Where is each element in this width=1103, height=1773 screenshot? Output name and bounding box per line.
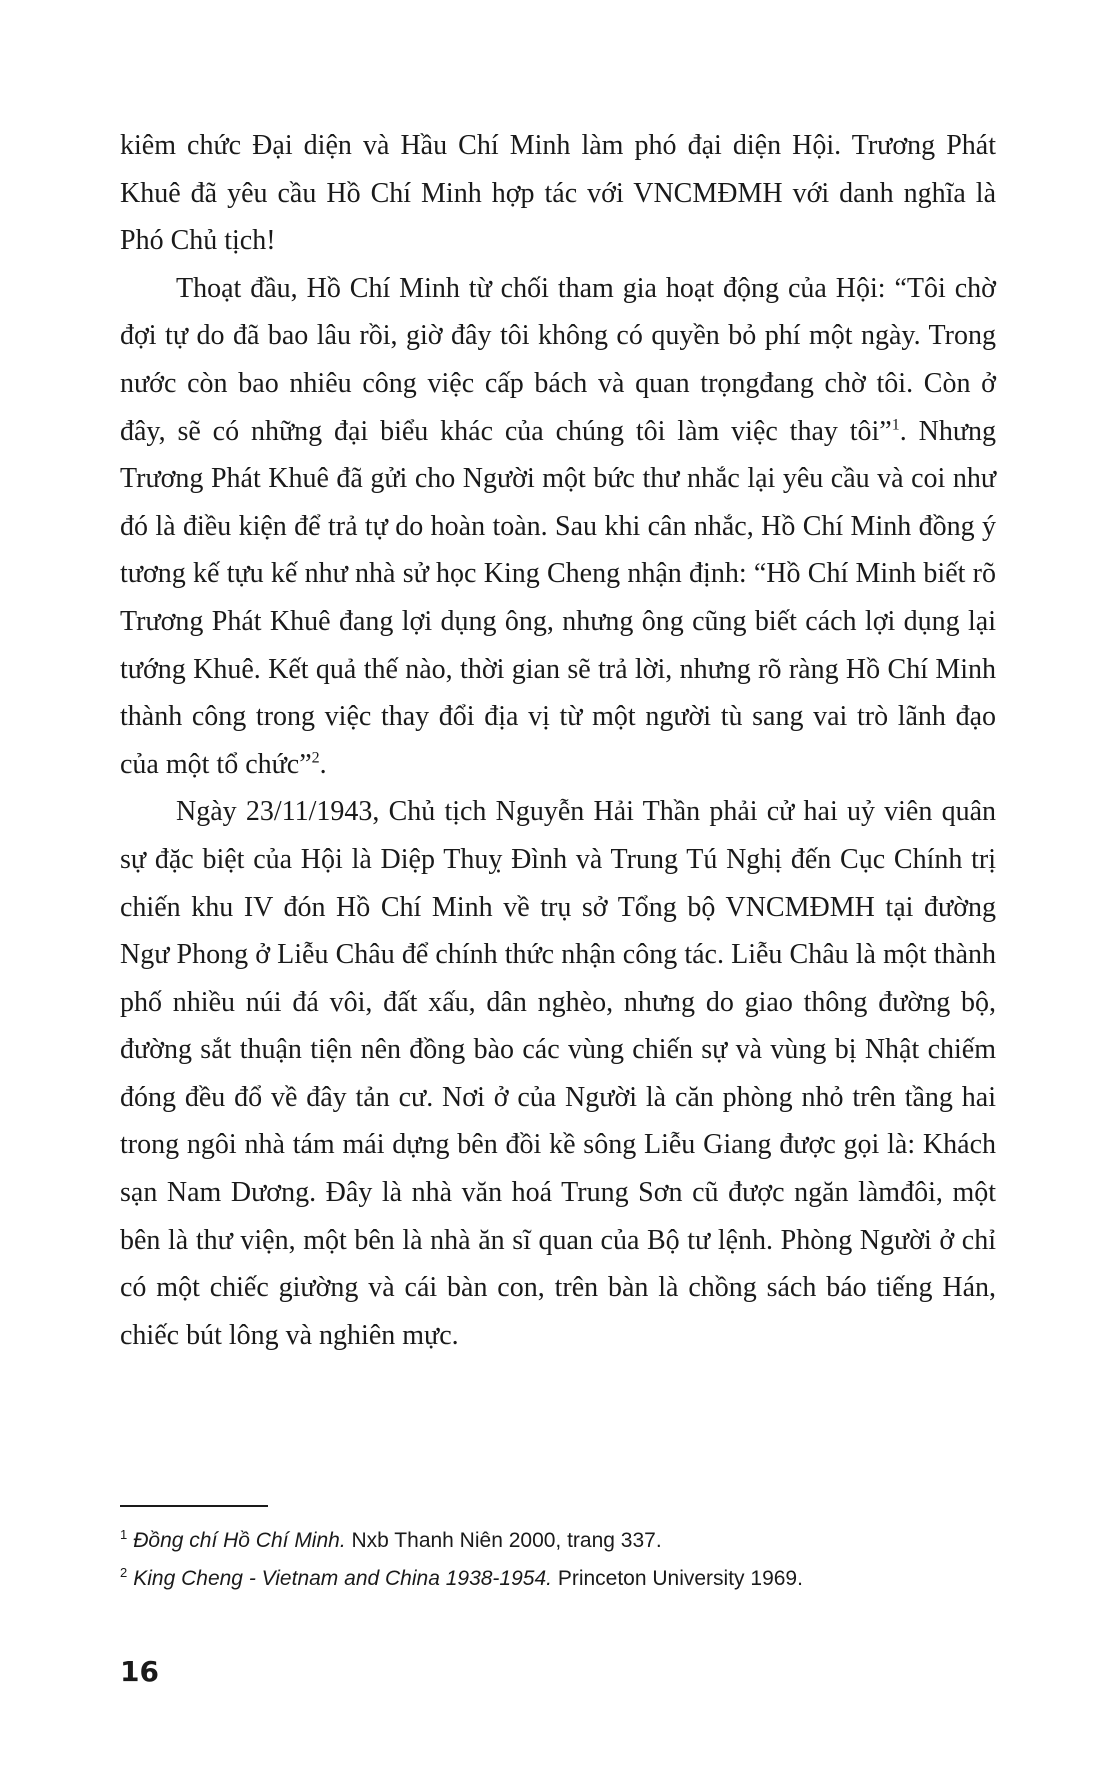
footnote-title: Đồng chí Hồ Chí Minh. (133, 1529, 346, 1552)
body-text (120, 122, 996, 1359)
paragraph-2-part-a: Thoạt đầu, Hồ Chí Minh từ chối tham gia hoạt động của Hội: “Tôi chờ đợi tự do đã bao lâu rồi, giờ đây tôi không có quyền bỏ phí một ngày. Trong nước còn bao nhiêu công việc cấp bách và quan trọngđang chờ tôi. Còn ở đây, sẽ có những đại biểu khác của chúng tôi làm việc thay tôi” (120, 272, 996, 447)
footnote-2 (120, 1560, 1000, 1598)
footnote-1 (120, 1522, 1000, 1560)
footnote-marker: 1 (120, 1527, 128, 1542)
footnote-marker: 2 (120, 1565, 128, 1580)
paragraph-2-part-b: . Nhưng Trương Phát Khuê đã gửi cho Người một bức thư nhắc lại yêu cầu và coi như đó là điều kiện để trả tự do hoàn toàn. Sau khi cân nhắc, Hồ Chí Minh đồng ý tương kế tựu kế như nhà sử học King Cheng nhận định: “Hồ Chí Minh biết rõ Trương Phát Khuê đang lợi dụng ông, nhưng ông cũng biết cách lợi dụng lại tướng Khuê. Kết quả thế nào, thời gian sẽ trả lời, nhưng rõ ràng Hồ Chí Minh thành công trong việc thay đổi địa vị từ một người tù sang vai trò lãnh đạo của một tổ chức” (120, 415, 996, 780)
paragraph-1: kiêm chức Đại diện và Hầu Chí Minh làm phó đại diện Hội. Trương Phát Khuê đã yêu cầu Hồ Chí Minh hợp tác với VNCMĐMH với danh nghĩa là Phó Chủ tịch! (120, 130, 996, 257)
paragraph-2-part-c: . (319, 748, 327, 780)
footnote-source: Nxb Thanh Niên 2000, trang 337. (345, 1529, 662, 1552)
footnote-divider (120, 1505, 268, 1507)
paragraph-2 (120, 265, 996, 789)
footnote-ref-1: 1 (891, 416, 900, 434)
paragraph-3: Ngày 23/11/1943, Chủ tịch Nguyễn Hải Thần phải cử hai uỷ viên quân sự đặc biệt của Hội là Diệp Thuỵ Đình và Trung Tú Nghị đến Cục Chính trị chiến khu IV đón Hồ Chí Minh về trụ sở Tổng bộ VNCMĐMH tại đường Ngư Phong ở Liễu Châu để chính thức nhận công tác. Liễu Châu là một thành phố nhiều núi đá vôi, đất xấu, dân nghèo, nhưng do giao thông đường bộ, đường sắt thuận tiện nên đồng bào các vùng chiến sự và vùng bị Nhật chiếm đóng đều đổ về đây tản cư. Nơi ở của Người là căn phòng nhỏ trên tầng hai trong ngôi nhà tám mái dựng bên đồi kề sông Liễu Giang được gọi là: Khách sạn Nam Dương. Đây là nhà văn hoá Trung Sơn cũ được ngăn làmđôi, một bên là thư viện, một bên là nhà ăn sĩ quan của Bộ tư lệnh. Phòng Người ở chỉ có một chiếc giường và cái bàn con, trên bàn là chồng sách báo tiếng Hán, chiếc bút lông và nghiên mực. (120, 796, 996, 1351)
footnote-title: King Cheng - Vietnam and China 1938-1954. (133, 1567, 552, 1590)
page-number: 16 (120, 1655, 159, 1688)
footnote-source: Princeton University 1969. (551, 1567, 803, 1590)
footnote-ref-2: 2 (311, 749, 320, 767)
footnotes (120, 1522, 1000, 1598)
